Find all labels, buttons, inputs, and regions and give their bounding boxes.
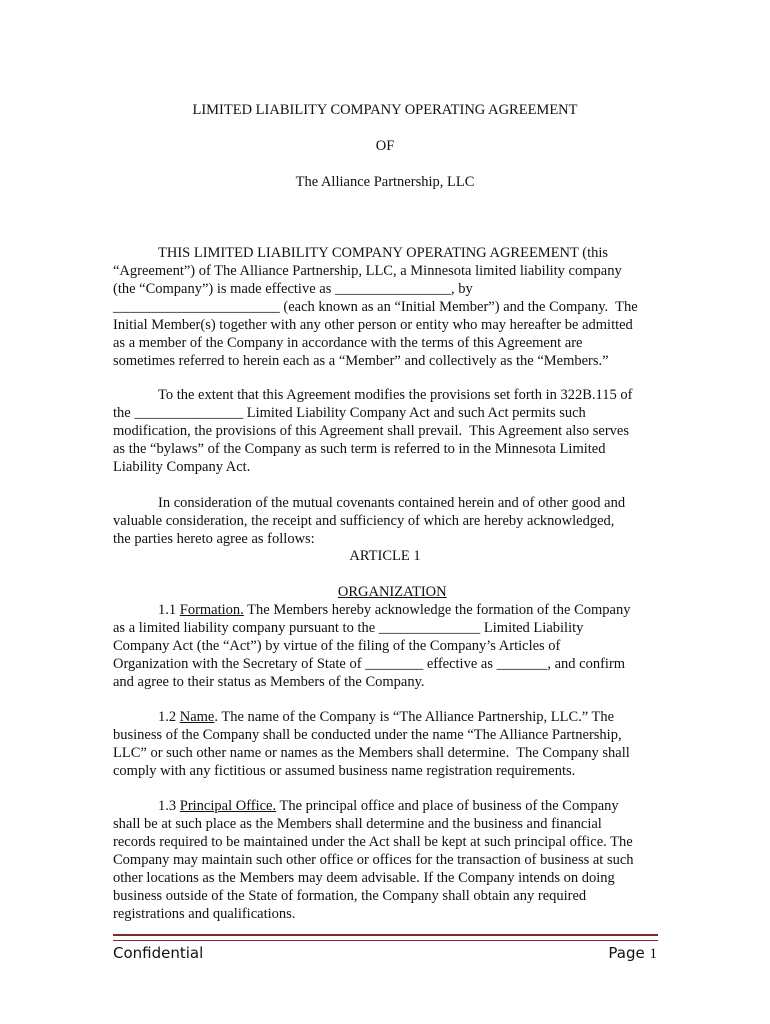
extent-line: modification, the provisions of this Agreement shall prevail. This Agreement also serves — [113, 423, 629, 439]
section-number: 1.2 — [158, 709, 180, 725]
section-line: LLC” or such other name or names as the Members shall determine. The Company shall — [113, 745, 630, 761]
section-1-1 — [113, 601, 658, 691]
company-name: The Alliance Partnership, LLC — [295, 174, 475, 190]
section-heading: Principal Office. — [179, 798, 277, 814]
intro-line: THIS LIMITED LIABILITY COMPANY OPERATING AGREEMENT (this — [158, 245, 609, 261]
document-of: OF — [375, 138, 395, 154]
page-number: 1 — [649, 946, 657, 962]
intro-paragraph — [113, 244, 658, 370]
document-title: LIMITED LIABILITY COMPANY OPERATING AGREEMENT — [192, 102, 578, 118]
extent-line: the _______________ Limited Liability Company Act and such Act permits such — [113, 405, 586, 421]
page-label: Page — [608, 944, 650, 962]
section-line: and agree to their status as Members of the Company. — [113, 674, 425, 690]
section-line: comply with any fictitious or assumed business name registration requirements. — [113, 763, 576, 779]
intro-line: sometimes referred to herein each as a “Member” and collectively as the “Members.” — [113, 353, 609, 369]
extent-line: To the extent that this Agreement modifies the provisions set forth in 322B.115 of — [158, 387, 633, 403]
section-line: business outside of the State of formation, the Company shall obtain any required — [113, 888, 587, 904]
section-line: other locations as the Members may deem advisable. If the Company intends on doing — [113, 870, 615, 886]
section-line: shall be at such place as the Members shall determine and the business and financial — [113, 816, 602, 832]
consideration-line: the parties hereto agree as follows: — [113, 531, 315, 547]
article-heading: ORGANIZATION — [337, 584, 447, 600]
section-heading: Formation. — [179, 602, 244, 618]
article-number: ARTICLE 1 — [349, 548, 421, 564]
section-line: as a limited liability company pursuant to the ______________ Limited Liability — [113, 620, 584, 636]
footer-confidential: Confidential — [113, 944, 204, 962]
intro-line: as a member of the Company in accordance with the terms of this Agreement are — [113, 335, 583, 351]
section-number: 1.3 — [158, 798, 180, 814]
intro-line: _______________________ (each known as an “Initial Member”) and the Company. The — [113, 299, 638, 315]
section-text: The Members hereby acknowledge the formation of the Company — [243, 602, 631, 618]
intro-line: (the “Company”) is made effective as ________________, by — [113, 281, 473, 297]
section-1-1-first-line — [113, 601, 658, 619]
intro-line: “Agreement”) of The Alliance Partnership, LLC, a Minnesota limited liability company — [113, 263, 622, 279]
footer-page — [608, 944, 657, 963]
section-1-2 — [113, 708, 658, 780]
section-1-2-first-line — [113, 708, 658, 726]
consideration-line: valuable consideration, the receipt and sufficiency of which are hereby acknowledged, — [113, 513, 615, 529]
extent-line: as the “bylaws” of the Company as such term is referred to in the Minnesota Limited — [113, 441, 606, 457]
section-line: records required to be maintained under the Act shall be kept at such principal office. The — [113, 834, 633, 850]
section-heading: Name — [179, 709, 215, 725]
extent-line: Liability Company Act. — [113, 459, 251, 475]
section-line: Company Act (the “Act”) by virtue of the filing of the Company’s Articles of — [113, 638, 561, 654]
section-line: Organization with the Secretary of State of ________ effective as _______, and confirm — [113, 656, 626, 672]
intro-line: Initial Member(s) together with any other person or entity who may hereafter be admitted — [113, 317, 633, 333]
extent-paragraph — [113, 386, 658, 476]
consideration-line: In consideration of the mutual covenants contained herein and of other good and — [158, 495, 626, 511]
section-1-3-first-line — [113, 797, 658, 815]
consideration-paragraph — [113, 494, 658, 548]
footer-divider — [113, 934, 658, 941]
section-number: 1.1 — [158, 602, 180, 618]
section-1-3 — [113, 797, 658, 923]
section-line: Company may maintain such other office or offices for the transaction of business at such — [113, 852, 634, 868]
section-text: The principal office and place of business of the Company — [276, 798, 619, 814]
section-text: . The name of the Company is “The Alliance Partnership, LLC.” The — [214, 709, 615, 725]
section-line: registrations and qualifications. — [113, 906, 296, 922]
section-line: business of the Company shall be conducted under the name “The Alliance Partnership, — [113, 727, 622, 743]
